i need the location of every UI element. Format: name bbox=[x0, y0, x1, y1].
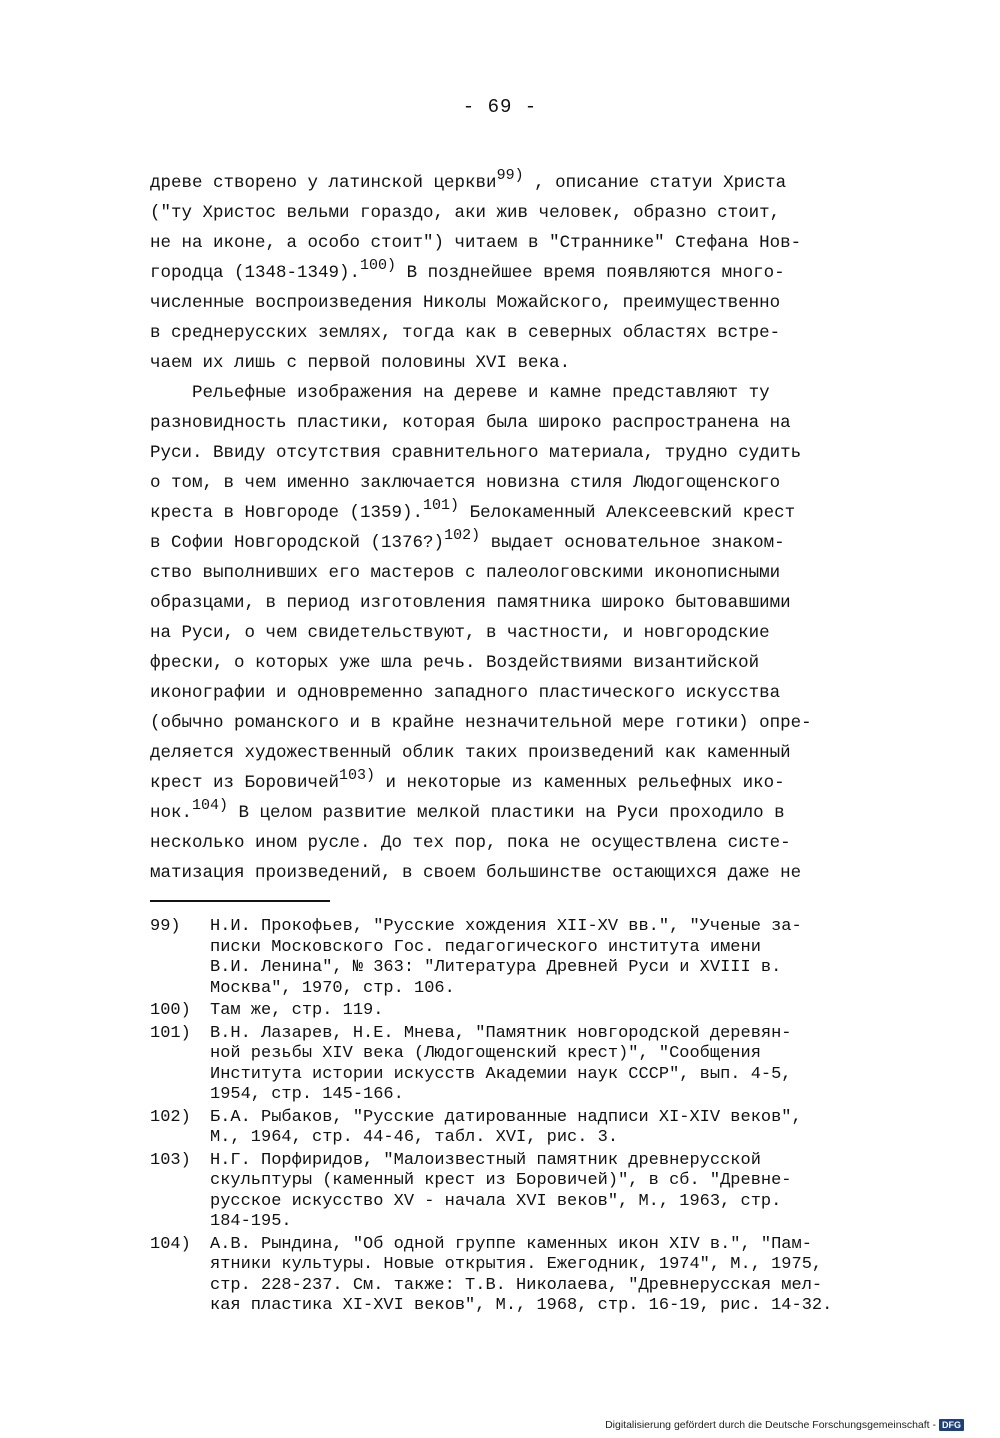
text-line bbox=[150, 228, 880, 258]
main-text bbox=[150, 168, 880, 888]
footnote-separator bbox=[150, 900, 330, 902]
line-text: ("ту Христос вельми гораздо, аки жив человек, образно стоит, bbox=[150, 203, 781, 223]
footnote bbox=[150, 1235, 930, 1317]
footnote bbox=[150, 1001, 930, 1022]
line-text: о том, в чем именно заключается новизна стиля Людогощенского bbox=[150, 473, 781, 493]
footnote-number: 104) bbox=[150, 1234, 191, 1254]
footnote-line: Н.И. Прокофьев, "Русские хождения XII-XV вв.", "Ученые за- bbox=[210, 917, 802, 936]
line-text: образцами, в период изготовления памятника широко бытовавшими bbox=[150, 593, 791, 613]
line-text: матизация произведений, в своем большинстве остающихся даже не bbox=[150, 863, 802, 883]
footnote-line: писки Московского Гос. педагогического института имени bbox=[210, 937, 761, 957]
footnote-line: В.Н. Лазарев, Н.Е. Мнева, "Памятник новгородской деревян- bbox=[210, 1023, 792, 1043]
footnote bbox=[150, 1108, 930, 1149]
text-line bbox=[150, 318, 880, 348]
footnote-ref: 102) bbox=[444, 527, 481, 544]
footnote-line: скульптуры (каменный крест из Боровичей)", в сб. "Древне- bbox=[210, 1171, 792, 1190]
footnotes bbox=[150, 917, 930, 1319]
footnote-line: А.В. Рындина, "Об одной группе каменных икон XIV в.", "Пам- bbox=[210, 1234, 812, 1254]
line-text: численные воспроизведения Николы Можайского, преимущественно bbox=[150, 293, 781, 313]
line-text: Руси. Ввиду отсутствия сравнительного материала, трудно судить bbox=[150, 443, 802, 463]
footnote-line: М., 1964, стр. 44-46, табл. XVI, рис. 3. bbox=[210, 1128, 619, 1147]
line-text-continued: Белокаменный Алексеевский крест bbox=[459, 503, 796, 523]
text-line bbox=[150, 378, 880, 408]
line-text: несколько ином русле. До тех пор, пока не осуществлена систе- bbox=[150, 833, 791, 853]
line-text: иконографии и одновременно западного пластического искусства bbox=[150, 683, 781, 703]
line-text: деляется художественный облик таких произведений как каменный bbox=[150, 743, 791, 763]
footnote-line: Там же, стр. 119. bbox=[210, 1001, 384, 1020]
line-text-continued: и некоторые из каменных рельефных ико- bbox=[375, 773, 785, 793]
text-line bbox=[150, 408, 880, 438]
text-line bbox=[150, 258, 880, 288]
line-text: нок. bbox=[150, 803, 193, 823]
footnote-body bbox=[210, 1151, 930, 1233]
text-line bbox=[150, 558, 880, 588]
text-line bbox=[150, 798, 880, 828]
line-text: крест из Боровичей bbox=[150, 773, 340, 793]
footnote-ref: 99) bbox=[496, 167, 524, 184]
line-text: ство выполнивших его мастеров с палеологовскими иконописными bbox=[150, 563, 781, 583]
text-line bbox=[150, 858, 880, 888]
footnote bbox=[150, 1151, 930, 1233]
footnote-line: Б.А. Рыбаков, "Русские датированные надписи XI-XIV веков", bbox=[210, 1107, 802, 1127]
footnote-number: 103) bbox=[150, 1150, 191, 1170]
line-text: не на иконе, а особо стоит") читаем в "Страннике" Стефана Нов- bbox=[150, 233, 802, 253]
footnote-ref: 103) bbox=[339, 767, 376, 784]
footnote-number: 102) bbox=[150, 1107, 191, 1127]
line-text: древе створено у латинской церкви bbox=[150, 173, 497, 193]
line-text: (обычно романского и в крайне незначительной мере готики) опре- bbox=[150, 713, 812, 733]
text-line bbox=[150, 648, 880, 678]
line-text: в Софии Новгородской (1376?) bbox=[150, 533, 445, 553]
footnote-line: Москва", 1970, стр. 106. bbox=[210, 978, 455, 998]
line-text: чаем их лишь с первой половины XVI века. bbox=[150, 353, 571, 373]
text-line bbox=[150, 708, 880, 738]
footnote-number: 101) bbox=[150, 1023, 191, 1043]
footnote-ref: 101) bbox=[423, 497, 460, 514]
footnote-line: Института истории искусств Академии наук СССР", вып. 4-5, bbox=[210, 1064, 792, 1084]
footnote-body bbox=[210, 1001, 930, 1022]
line-text-continued: В целом развитие мелкой пластики на Руси проходило в bbox=[228, 803, 785, 823]
footnote bbox=[150, 917, 930, 999]
text-line bbox=[150, 348, 880, 378]
text-line bbox=[150, 768, 880, 798]
footnote-line: ятники культуры. Новые открытия. Ежегодник, 1974", М., 1975, bbox=[210, 1255, 823, 1274]
footnote-body bbox=[210, 1235, 930, 1317]
line-text: креста в Новгороде (1359). bbox=[150, 503, 424, 523]
line-text: в среднерусских землях, тогда как в северных областях встре- bbox=[150, 323, 781, 343]
footnote-line: ной резьбы XIV века (Людогощенский крест)", "Сообщения bbox=[210, 1044, 761, 1063]
text-line bbox=[150, 168, 880, 198]
line-text: разновидность пластики, которая была широко распространена на bbox=[150, 413, 791, 433]
footnote-line: 184-195. bbox=[210, 1212, 292, 1231]
line-text: на Руси, о чем свидетельствуют, в частности, и новгородские bbox=[150, 623, 770, 643]
dfg-logo: DFG bbox=[939, 1419, 964, 1431]
footnote-body bbox=[210, 917, 930, 999]
text-line bbox=[150, 198, 880, 228]
footnote-line: 1954, стр. 145-166. bbox=[210, 1085, 404, 1104]
text-line bbox=[150, 498, 880, 528]
line-text: городца (1348-1349). bbox=[150, 263, 361, 283]
footnote-line: Н.Г. Порфиридов, "Малоизвестный памятник древнерусской bbox=[210, 1150, 761, 1170]
text-line bbox=[150, 288, 880, 318]
page-number: - 69 - bbox=[462, 96, 538, 118]
footnote-ref: 100) bbox=[360, 257, 397, 274]
footnote-body bbox=[210, 1024, 930, 1106]
footnote-line: кая пластика XI-XVI веков", М., 1968, стр. 16-19, рис. 14-32. bbox=[210, 1296, 833, 1315]
line-text-continued: выдает основательное знаком- bbox=[480, 533, 785, 553]
line-text-continued: , описание статуи Христа bbox=[523, 173, 787, 193]
footnote-number: 100) bbox=[150, 1001, 191, 1020]
text-line bbox=[150, 618, 880, 648]
line-text: Рельефные изображения на дереве и камне представляют ту bbox=[150, 383, 770, 403]
text-line bbox=[150, 528, 880, 558]
text-line bbox=[150, 678, 880, 708]
footnote-line: стр. 228-237. См. также: Т.В. Николаева, "Древнерусская мел- bbox=[210, 1275, 823, 1295]
text-line bbox=[150, 828, 880, 858]
footnote-body bbox=[210, 1108, 930, 1149]
text-line bbox=[150, 738, 880, 768]
footnote-number: 99) bbox=[150, 917, 181, 936]
line-text: фрески, о которых уже шла речь. Воздействиями византийской bbox=[150, 653, 760, 673]
text-line bbox=[150, 438, 880, 468]
text-line bbox=[150, 468, 880, 498]
line-text-continued: В позднейшее время появляются много- bbox=[396, 263, 785, 283]
footer-text: Digitalisierung gefördert durch die Deutsche Forschungsgemeinschaft - bbox=[605, 1419, 936, 1431]
footnote-line: В.И. Ленина", № 363: "Литература Древней Руси и XVIII в. bbox=[210, 958, 782, 977]
footnote-ref: 104) bbox=[192, 797, 229, 814]
footnote bbox=[150, 1024, 930, 1106]
digitization-footer bbox=[605, 1419, 964, 1431]
footnote-line: русское искусство XV - начала XVI веков", М., 1963, стр. bbox=[210, 1191, 782, 1211]
text-line bbox=[150, 588, 880, 618]
